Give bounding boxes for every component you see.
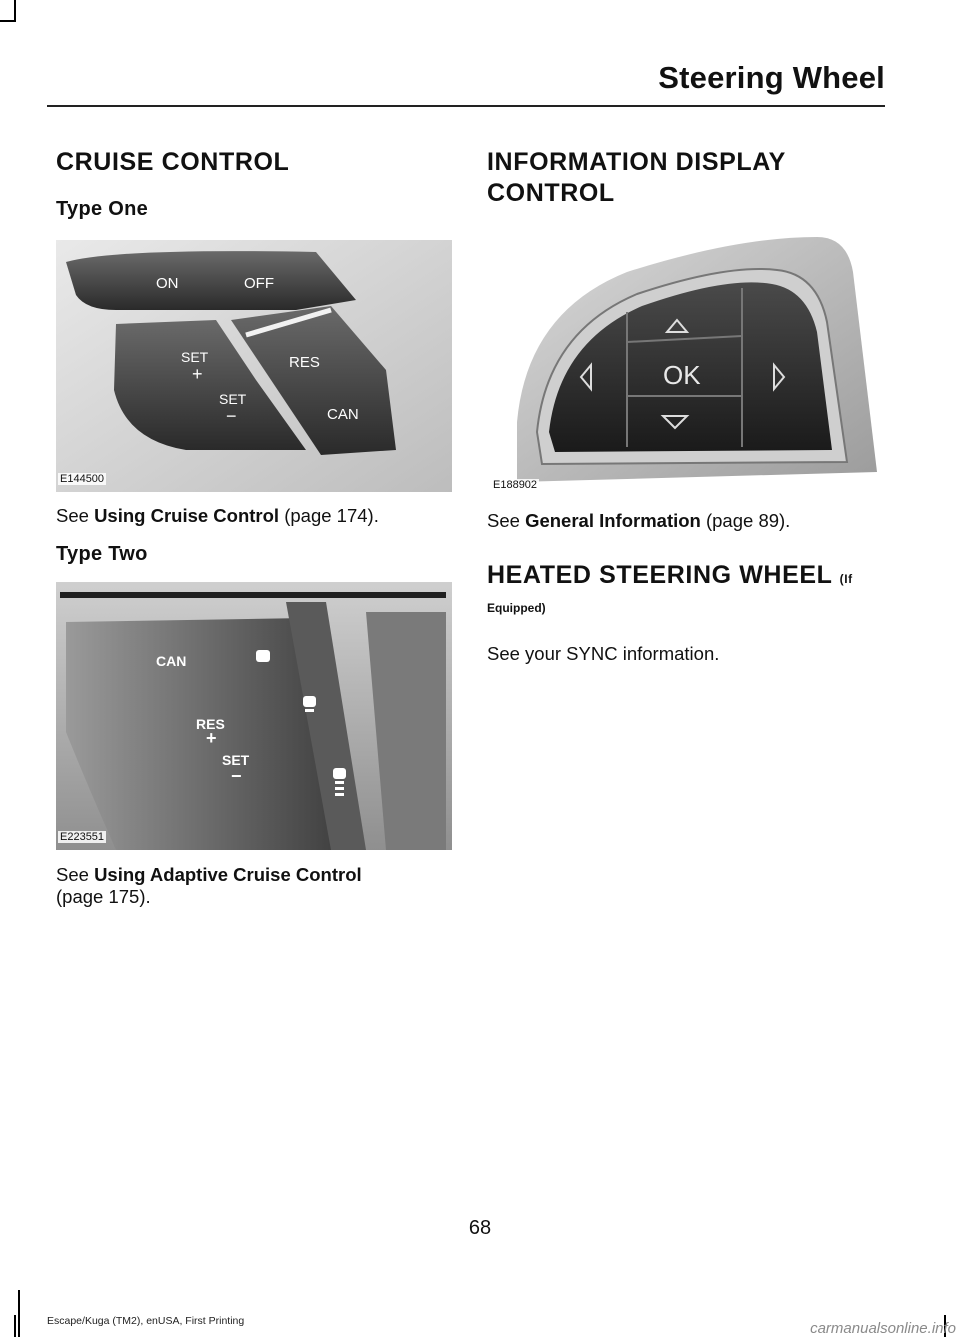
minus-symbol-2: −: [231, 766, 242, 786]
minus-symbol: −: [226, 406, 237, 426]
information-display-figure: [487, 232, 883, 496]
plus-symbol: +: [192, 364, 203, 384]
type-two-heading: Type Two: [56, 543, 148, 565]
type-one-heading: Type One: [56, 198, 149, 220]
information-display-heading-line1: INFORMATION DISPLAY: [487, 148, 786, 176]
if-equipped-part1: (If: [839, 572, 853, 586]
set-minus-label: SET: [219, 391, 247, 407]
ok-label: OK: [663, 360, 701, 390]
type-two-reference: [56, 864, 436, 908]
cruise-control-heading: CRUISE CONTROL: [56, 148, 290, 176]
gap-icon-1: [256, 650, 270, 662]
can-label-2: CAN: [156, 653, 187, 669]
res-label: RES: [289, 354, 320, 371]
figure-code-e188902: E188902: [493, 479, 538, 491]
heated-steering-wheel-heading: [487, 560, 853, 595]
plus-symbol-2: +: [206, 728, 217, 748]
information-display-heading-line2: CONTROL: [487, 179, 615, 207]
set-label-2: SET: [222, 752, 250, 768]
type-one-reference: [56, 505, 379, 527]
footer-text: Escape/Kuga (TM2), enUSA, First Printing: [47, 1315, 245, 1327]
cruise-type-one-figure: [56, 240, 452, 492]
information-display-reference: [487, 510, 790, 532]
cruise-type-one-illustration: [56, 240, 452, 492]
res-label-2: RES: [196, 716, 225, 732]
see-prefix: See: [56, 505, 95, 526]
page-ref-3: (page 89).: [700, 510, 791, 531]
link-using-cruise-control[interactable]: Using Cruise Control: [94, 505, 280, 526]
information-display-illustration: [487, 232, 883, 496]
page-header-title: Steering Wheel: [658, 60, 885, 95]
page-ref-2: (page 175).: [56, 886, 151, 907]
page-ref: (page 174).: [279, 505, 379, 526]
see-prefix-3: See: [487, 510, 526, 531]
footer-crop-mark: [0, 1290, 20, 1337]
if-equipped-part2: Equipped): [487, 601, 546, 615]
cruise-type-two-illustration: [56, 582, 452, 850]
heated-title: HEATED STEERING WHEEL: [487, 561, 833, 589]
watermark: carmanualsonline.info: [810, 1320, 956, 1337]
set-plus-label: SET: [181, 349, 209, 365]
heated-steering-wheel-body: See your SYNC information.: [487, 643, 720, 664]
figure-code-e223551: E223551: [60, 831, 105, 843]
page-number: 68: [468, 1217, 492, 1239]
link-using-adaptive-cruise-control[interactable]: Using Adaptive Cruise Control: [94, 864, 362, 885]
cruise-type-two-figure: [56, 582, 452, 850]
figure-code-e144500: E144500: [60, 473, 105, 485]
off-label: OFF: [244, 275, 274, 292]
header-divider: [47, 105, 885, 107]
link-general-information[interactable]: General Information: [525, 510, 701, 531]
on-label: ON: [156, 275, 179, 292]
can-label: CAN: [327, 406, 359, 423]
crop-mark-top-left: [0, 0, 16, 22]
see-prefix-2: See: [56, 864, 95, 885]
